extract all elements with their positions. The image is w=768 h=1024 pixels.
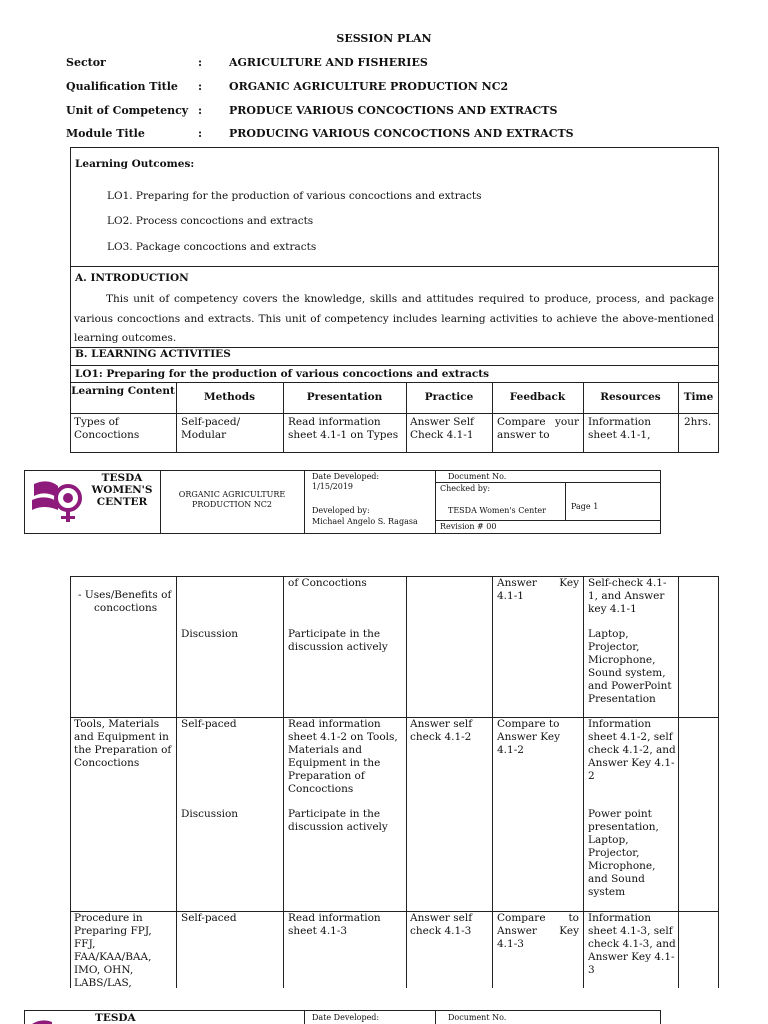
page-title: SESSION PLAN xyxy=(336,32,432,45)
footer-developed-by-value: Michael Angelo S. Ragasa xyxy=(312,517,418,526)
divider xyxy=(70,382,719,383)
learning-outcome-item: LO1. Preparing for the production of various concoctions and extracts xyxy=(107,190,482,202)
header-value: PRODUCING VARIOUS CONCOCTIONS AND EXTRACTS xyxy=(229,127,574,140)
table-cell-presentation: Participate in the discussion actively xyxy=(288,628,388,653)
table-cell-content: Types of Concoctions xyxy=(74,416,140,441)
footer-checked-by-value: TESDA Women's Center xyxy=(448,506,546,515)
header-colon: : xyxy=(198,127,203,140)
table-cell-presentation: Read information sheet 4.1-2 on Tools, Materials and Equipment in the Preparation of Concoctions xyxy=(288,718,398,795)
table-cell-content: Procedure in Preparing FPJ, FFJ, FAA/KAA/BAA, IMO, OHN, LABS/LAS, xyxy=(74,912,152,989)
header-label: Module Title xyxy=(66,127,145,140)
table-cell-resources: Information sheet 4.1-3, self check 4.1-3, and Answer Key 4.1-3 xyxy=(588,912,676,976)
column-header-feedback: Feedback xyxy=(509,391,566,403)
column-line xyxy=(176,576,177,988)
header-colon: : xyxy=(198,80,203,93)
footer-date-label: Date Developed: xyxy=(312,1013,380,1022)
introduction-text: This unit of competency covers the knowledge, skills and attitudes required to produce, process, and package various concoctions and extracts. This unit of competency includes learning activities to achieve the above-mentioned learning outcomes. xyxy=(74,293,714,344)
column-line xyxy=(406,576,407,988)
header-label: Unit of Competency xyxy=(66,104,189,117)
column-header-practice: Practice xyxy=(424,391,474,403)
column-header-resources: Resources xyxy=(600,391,661,403)
table-cell-content: - Uses/Benefits of concoctions xyxy=(78,589,172,614)
table-cell-resources: Laptop, Projector, Microphone, Sound system, and PowerPoint Presentation xyxy=(588,628,672,705)
table-cell-feedback: Compare to Answer Key 4.1-2 xyxy=(497,718,560,756)
table-cell-feedback: Compare to Answer Key 4.1-3 xyxy=(497,912,579,950)
column-line xyxy=(583,576,584,988)
header-label: Qualification Title xyxy=(66,80,178,93)
table-cell-practice: Answer Self Check 4.1-1 xyxy=(410,416,474,441)
footer-date-label: Date Developed: xyxy=(312,472,380,481)
table-cell-methods: Discussion xyxy=(181,628,239,640)
header-label: Sector xyxy=(66,56,106,69)
table-cell-resources: Information sheet 4.1-2, self check 4.1-2, and Answer Key 4.1-2 xyxy=(588,718,676,782)
header-value: AGRICULTURE AND FISHERIES xyxy=(229,56,428,69)
table-cell-methods: Discussion xyxy=(181,808,239,820)
table-cell-resources: Self-check 4.1-1, and Answer key 4.1-1 xyxy=(588,577,667,615)
column-line xyxy=(678,576,679,988)
table-cell-practice: Answer self check 4.1-3 xyxy=(410,912,473,937)
learning-activities-heading: B. LEARNING ACTIVITIES xyxy=(75,348,231,360)
introduction-heading: A. INTRODUCTION xyxy=(75,272,189,284)
column-line xyxy=(492,576,493,988)
learning-outcomes-heading: Learning Outcomes: xyxy=(75,158,195,170)
table-cell-methods: Self-paced/ Modular xyxy=(181,416,241,441)
header-value: ORGANIC AGRICULTURE PRODUCTION NC2 xyxy=(229,80,509,93)
table-cell-feedback: Answer Key 4.1-1 xyxy=(497,577,579,602)
header-colon: : xyxy=(198,56,203,69)
footer-org: TESDA WOMEN'S CENTER xyxy=(91,472,153,508)
header-value: PRODUCE VARIOUS CONCOCTIONS AND EXTRACTS xyxy=(229,104,558,117)
footer-line xyxy=(304,470,305,534)
footer-document-no: Document No. xyxy=(448,1013,507,1022)
tesda-logo-icon xyxy=(28,476,90,526)
footer-line xyxy=(435,1010,436,1024)
divider xyxy=(70,413,719,414)
table-cell-content: Tools, Materials and Equipment in the Preparation of Concoctions xyxy=(74,718,172,769)
divider xyxy=(70,266,719,267)
column-header-presentation: Presentation xyxy=(306,391,383,403)
table-cell-presentation: Read information sheet 4.1-1 on Types xyxy=(288,416,399,441)
footer-qualification: ORGANIC AGRICULTURE PRODUCTION NC2 xyxy=(178,490,286,509)
footer-line xyxy=(435,470,436,534)
column-line xyxy=(283,576,284,988)
footer-line xyxy=(304,1010,305,1024)
footer-revision: Revision # 00 xyxy=(440,522,497,531)
tesda-logo-icon xyxy=(28,1016,68,1024)
table-cell-feedback: Compare your answer to xyxy=(497,416,579,441)
table-cell-presentation: Read information sheet 4.1-3 xyxy=(288,912,381,937)
table-cell-presentation: of Concoctions xyxy=(288,577,367,589)
table-cell-time: 2hrs. xyxy=(684,416,712,428)
learning-outcome-item: LO3. Package concoctions and extracts xyxy=(107,241,317,253)
footer-date-value: 1/15/2019 xyxy=(312,482,354,491)
column-header-learning-content: Learning Content xyxy=(71,385,175,397)
table-cell-resources: Information sheet 4.1-1, xyxy=(588,416,652,441)
footer-line xyxy=(160,470,161,534)
footer-document-no: Document No. xyxy=(448,472,507,481)
footer-page: Page 1 xyxy=(571,502,599,511)
table-cell-methods: Self-paced xyxy=(181,912,237,924)
table-cell-practice: Answer self check 4.1-2 xyxy=(410,718,473,743)
column-header-methods: Methods xyxy=(203,391,256,403)
footer-org: TESDA xyxy=(95,1012,136,1024)
footer-line xyxy=(565,482,566,520)
footer-line xyxy=(435,520,661,521)
footer-checked-by-label: Checked by: xyxy=(440,484,491,493)
column-header-time: Time xyxy=(683,391,714,403)
footer-line xyxy=(435,482,661,483)
divider xyxy=(70,365,719,366)
table-cell-resources: Power point presentation, Laptop, Projector, Microphone, and Sound system xyxy=(588,808,659,898)
table-cell-methods: Self-paced xyxy=(181,718,237,730)
learning-outcome-item: LO2. Process concoctions and extracts xyxy=(107,215,314,227)
lo1-heading: LO1: Preparing for the production of various concoctions and extracts xyxy=(75,368,490,380)
footer-developed-by-label: Developed by: xyxy=(312,506,370,515)
table-cell-presentation: Participate in the discussion actively xyxy=(288,808,388,833)
header-colon: : xyxy=(198,104,203,117)
